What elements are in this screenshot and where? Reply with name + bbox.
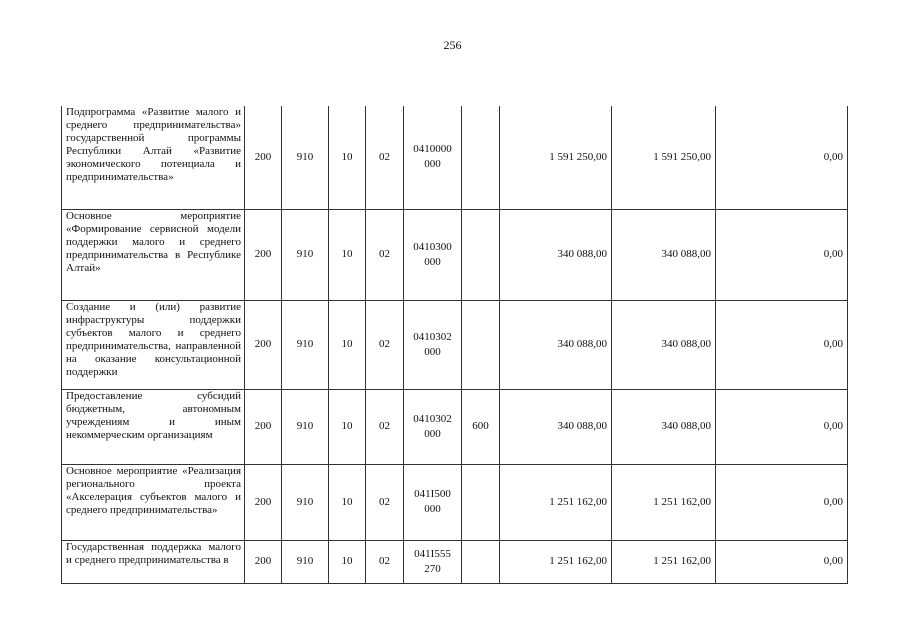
pr-cell: 02 xyxy=(366,106,404,209)
grbs-cell: 200 xyxy=(245,389,282,464)
code-cell: 910 xyxy=(282,464,329,540)
row-name: Создание и (или) развитие инфраструктуры поддержки субъектов малого и среднего предпринимательства, направленной на оказание консультационной поддержки xyxy=(62,300,245,389)
amount-cell: 0,00 xyxy=(716,106,848,209)
amount-cell: 340 088,00 xyxy=(500,300,612,389)
code-cell: 910 xyxy=(282,106,329,209)
csr-code-line: 041I500 xyxy=(414,488,451,500)
row-name-cell xyxy=(62,540,245,583)
code-cell: 910 xyxy=(282,540,329,583)
row-name: Предоставление субсидий бюджетным, автономным учреждениям и иным некоммерческим организациям xyxy=(62,389,245,464)
vr-cell xyxy=(462,209,500,300)
grbs-cell: 200 xyxy=(245,209,282,300)
csr-code-line: 000 xyxy=(424,427,441,440)
grbs-cell: 200 xyxy=(245,464,282,540)
amount-cell: 1 591 250,00 xyxy=(500,106,612,209)
amount-cell: 340 088,00 xyxy=(500,389,612,464)
rz-cell: 10 xyxy=(329,389,366,464)
rz-cell: 10 xyxy=(329,464,366,540)
vr-cell xyxy=(462,464,500,540)
amount-cell: 1 591 250,00 xyxy=(612,106,716,209)
code-cell: 910 xyxy=(282,209,329,300)
row-name: Основное мероприятие «Реализация регионального проекта «Акселерация субъектов малого и среднего предпринимательства» xyxy=(62,464,245,540)
grbs-cell: 200 xyxy=(245,106,282,209)
rz-cell: 10 xyxy=(329,209,366,300)
vr-cell xyxy=(462,300,500,389)
csr-code-line: 000 xyxy=(424,503,441,515)
code-cell: 910 xyxy=(282,300,329,389)
page-number: 256 xyxy=(443,38,462,52)
amount-cell: 340 088,00 xyxy=(612,300,716,389)
csr-cell xyxy=(404,464,462,540)
budget-table xyxy=(61,106,848,584)
amount-cell: 0,00 xyxy=(716,540,848,583)
csr-code-line: 0410302 xyxy=(413,330,452,343)
pr-cell: 02 xyxy=(366,389,404,464)
table-row xyxy=(62,209,848,300)
amount-cell: 340 088,00 xyxy=(612,389,716,464)
csr-code-line: 000 xyxy=(424,158,441,171)
table-row xyxy=(62,389,848,464)
csr-cell xyxy=(404,209,462,300)
amount-cell: 0,00 xyxy=(716,209,848,300)
row-name: Государственная поддержка малого и среднего предпринимательства в xyxy=(66,540,241,566)
pr-cell: 02 xyxy=(366,209,404,300)
vr-cell xyxy=(462,106,500,209)
table-row xyxy=(62,464,848,540)
vr-cell: 600 xyxy=(462,389,500,464)
csr-code-line: 270 xyxy=(424,562,441,575)
amount-cell: 1 251 162,00 xyxy=(612,540,716,583)
csr-code-line: 000 xyxy=(424,255,441,268)
grbs-cell: 200 xyxy=(245,300,282,389)
csr-code-line: 0410300 xyxy=(413,240,452,253)
grbs-cell: 200 xyxy=(245,540,282,583)
csr-code-line: 041I555 xyxy=(414,547,451,560)
csr-code-line: 0410000 xyxy=(413,143,452,156)
row-name: Подпрограмма «Развитие малого и среднего предпринимательства» государственной программы Республики Алтай «Развитие экономического потенциала и предпринимательства» xyxy=(62,106,245,209)
amount-cell: 0,00 xyxy=(716,300,848,389)
table-row xyxy=(62,540,848,583)
csr-cell xyxy=(404,300,462,389)
rz-cell: 10 xyxy=(329,540,366,583)
amount-cell: 1 251 162,00 xyxy=(612,464,716,540)
rz-cell: 10 xyxy=(329,106,366,209)
code-cell: 910 xyxy=(282,389,329,464)
csr-cell xyxy=(404,540,462,583)
vr-cell xyxy=(462,540,500,583)
amount-cell: 1 251 162,00 xyxy=(500,540,612,583)
table-row xyxy=(62,300,848,389)
row-name: Основное мероприятие «Формирование сервисной модели поддержки малого и среднего предпринимательства в Республике Алтай» xyxy=(62,209,245,300)
rz-cell: 10 xyxy=(329,300,366,389)
csr-code-line: 000 xyxy=(424,345,441,358)
amount-cell: 340 088,00 xyxy=(500,209,612,300)
csr-cell xyxy=(404,106,462,209)
csr-cell xyxy=(404,389,462,464)
amount-cell: 0,00 xyxy=(716,464,848,540)
csr-code-line: 0410302 xyxy=(413,412,452,425)
table-row xyxy=(62,106,848,209)
pr-cell: 02 xyxy=(366,540,404,583)
pr-cell: 02 xyxy=(366,300,404,389)
amount-cell: 1 251 162,00 xyxy=(500,464,612,540)
amount-cell: 340 088,00 xyxy=(612,209,716,300)
amount-cell: 0,00 xyxy=(716,389,848,464)
pr-cell: 02 xyxy=(366,464,404,540)
